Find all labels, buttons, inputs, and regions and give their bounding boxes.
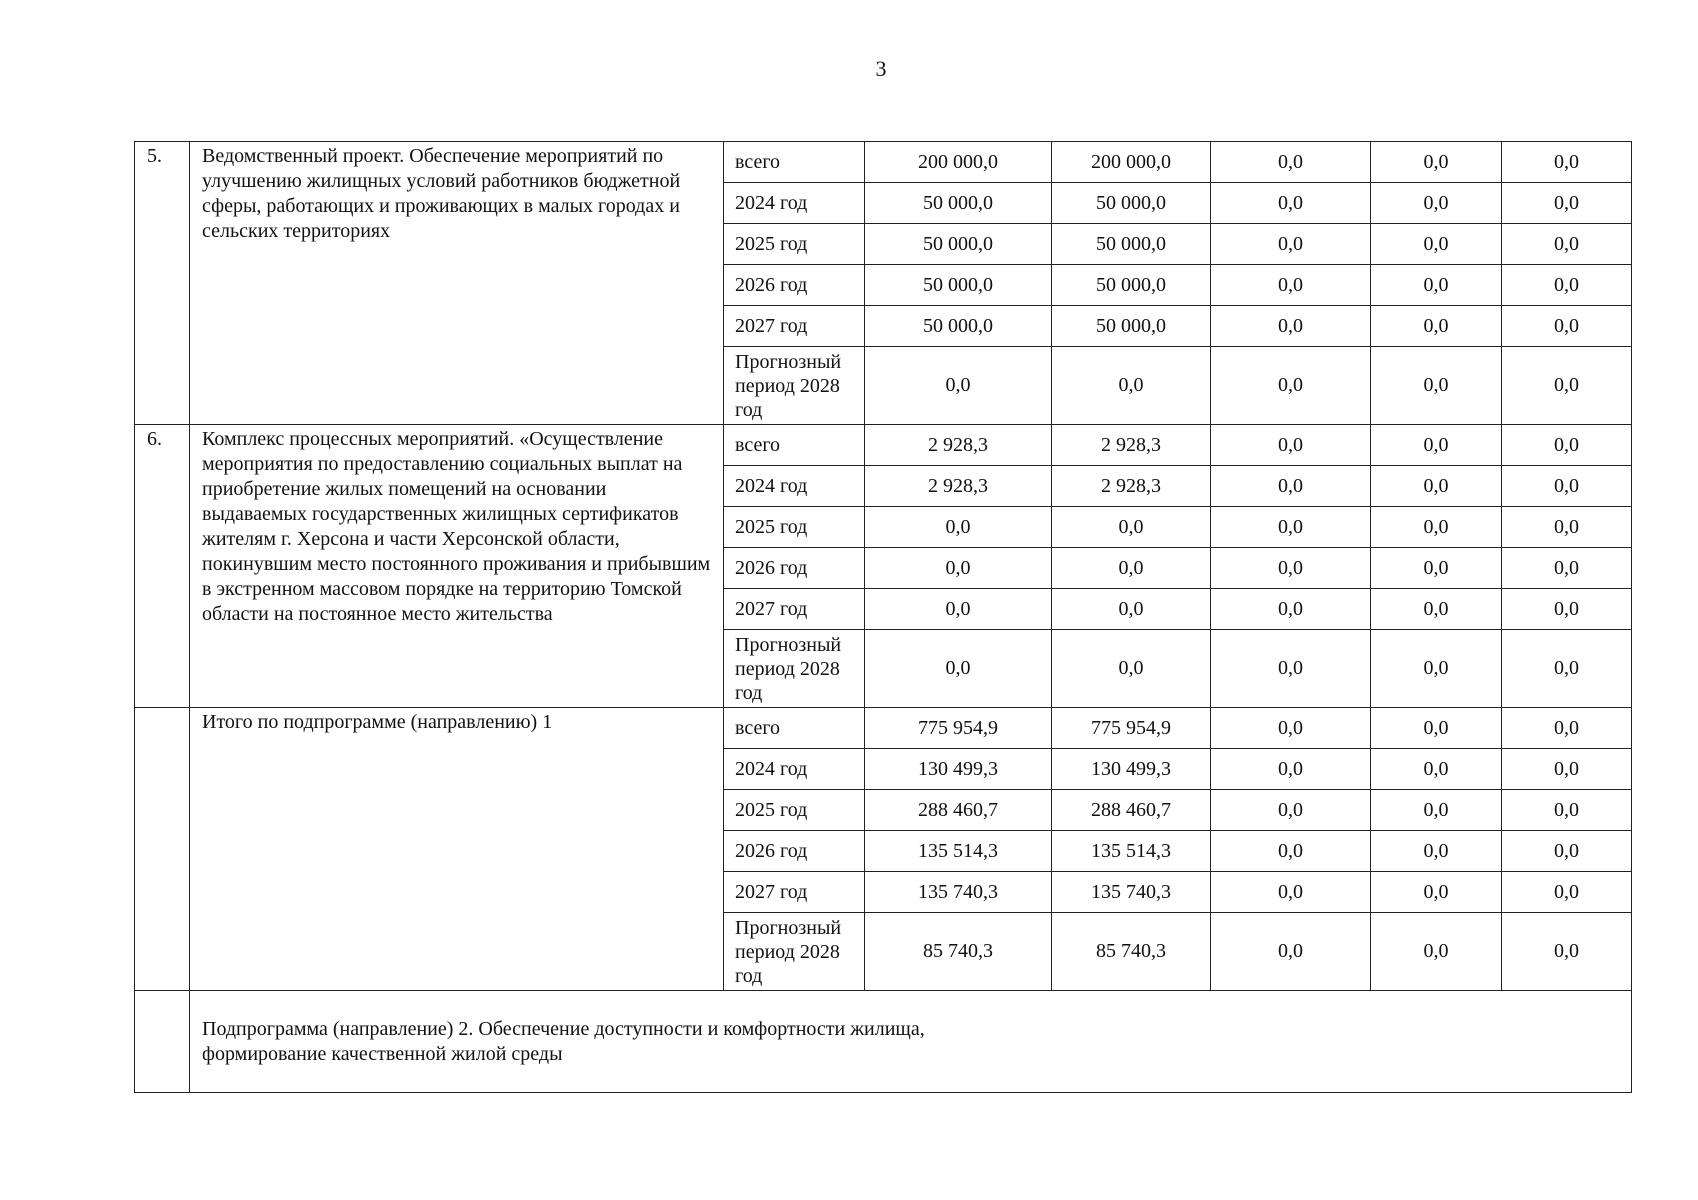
value-cell: 0,0 bbox=[1211, 183, 1371, 224]
table-row bbox=[135, 142, 1632, 183]
value-cell: 50 000,0 bbox=[865, 306, 1052, 347]
value-cell: 0,0 bbox=[1502, 183, 1632, 224]
value-cell: 50 000,0 bbox=[865, 183, 1052, 224]
value-cell: 288 460,7 bbox=[1052, 790, 1211, 831]
period-label: 2027 год bbox=[724, 306, 865, 347]
value-cell: 0,0 bbox=[1502, 630, 1632, 708]
page-number: 3 bbox=[875, 56, 887, 81]
value-cell: 0,0 bbox=[1502, 466, 1632, 507]
value-cell: 0,0 bbox=[1052, 630, 1211, 708]
period-label: всего bbox=[724, 425, 865, 466]
section-num-cell bbox=[135, 991, 190, 1093]
value-cell: 775 954,9 bbox=[865, 708, 1052, 749]
period-label: 2027 год bbox=[724, 589, 865, 630]
value-cell: 0,0 bbox=[1211, 425, 1371, 466]
period-label: 2025 год bbox=[724, 224, 865, 265]
value-cell: 0,0 bbox=[1371, 183, 1502, 224]
value-cell: 0,0 bbox=[1371, 507, 1502, 548]
value-cell: 135 740,3 bbox=[865, 872, 1052, 913]
value-cell: 0,0 bbox=[865, 630, 1052, 708]
value-cell: 0,0 bbox=[1052, 507, 1211, 548]
section-title-line-2: формирование качественной жилой среды bbox=[202, 1042, 563, 1065]
value-cell: 0,0 bbox=[1371, 306, 1502, 347]
value-cell: 130 499,3 bbox=[1052, 749, 1211, 790]
value-cell: 0,0 bbox=[1211, 142, 1371, 183]
value-cell: 0,0 bbox=[1052, 548, 1211, 589]
value-cell: 50 000,0 bbox=[865, 265, 1052, 306]
value-cell: 0,0 bbox=[1211, 913, 1371, 991]
table-body bbox=[135, 142, 1632, 991]
value-cell: 0,0 bbox=[865, 347, 1052, 425]
value-cell: 0,0 bbox=[1371, 589, 1502, 630]
period-label: 2025 год bbox=[724, 790, 865, 831]
value-cell: 0,0 bbox=[1502, 425, 1632, 466]
value-cell: 2 928,3 bbox=[865, 425, 1052, 466]
value-cell: 0,0 bbox=[1502, 749, 1632, 790]
value-cell: 0,0 bbox=[1502, 306, 1632, 347]
value-cell: 0,0 bbox=[1211, 831, 1371, 872]
value-cell: 0,0 bbox=[1371, 347, 1502, 425]
value-cell: 85 740,3 bbox=[1052, 913, 1211, 991]
value-cell: 0,0 bbox=[1371, 831, 1502, 872]
value-cell: 85 740,3 bbox=[865, 913, 1052, 991]
value-cell: 0,0 bbox=[1211, 749, 1371, 790]
budget-table bbox=[134, 141, 1632, 1093]
value-cell: 135 514,3 bbox=[1052, 831, 1211, 872]
period-label: всего bbox=[724, 708, 865, 749]
value-cell: 0,0 bbox=[1502, 790, 1632, 831]
value-cell: 135 514,3 bbox=[865, 831, 1052, 872]
row-number bbox=[135, 708, 190, 991]
value-cell: 200 000,0 bbox=[865, 142, 1052, 183]
value-cell: 0,0 bbox=[1371, 749, 1502, 790]
table-row bbox=[135, 425, 1632, 466]
value-cell: 0,0 bbox=[1502, 507, 1632, 548]
value-cell: 0,0 bbox=[1371, 708, 1502, 749]
value-cell: 0,0 bbox=[1502, 265, 1632, 306]
value-cell: 0,0 bbox=[1211, 507, 1371, 548]
value-cell: 135 740,3 bbox=[1052, 872, 1211, 913]
event-name: Ведомственный проект. Обеспечение мероприятий по улучшению жилищных условий работников бюджетной сферы, работающих и проживающих в малых городах и сельских территориях bbox=[190, 142, 724, 425]
value-cell: 0,0 bbox=[1371, 142, 1502, 183]
period-label: всего bbox=[724, 142, 865, 183]
period-label: Прогнозный период 2028 год bbox=[724, 630, 865, 708]
value-cell: 50 000,0 bbox=[1052, 306, 1211, 347]
period-label: 2025 год bbox=[724, 507, 865, 548]
value-cell: 0,0 bbox=[1371, 265, 1502, 306]
period-label: Прогнозный период 2028 год bbox=[724, 913, 865, 991]
value-cell: 0,0 bbox=[1502, 589, 1632, 630]
section-row bbox=[135, 991, 1632, 1093]
period-label: 2027 год bbox=[724, 872, 865, 913]
period-label: 2026 год bbox=[724, 265, 865, 306]
value-cell: 0,0 bbox=[1502, 913, 1632, 991]
value-cell: 0,0 bbox=[1211, 790, 1371, 831]
value-cell: 0,0 bbox=[1371, 425, 1502, 466]
value-cell: 0,0 bbox=[1502, 872, 1632, 913]
value-cell: 0,0 bbox=[865, 507, 1052, 548]
value-cell: 0,0 bbox=[1211, 708, 1371, 749]
table-row bbox=[135, 708, 1632, 749]
value-cell: 0,0 bbox=[1371, 548, 1502, 589]
value-cell: 288 460,7 bbox=[865, 790, 1052, 831]
value-cell: 0,0 bbox=[1502, 347, 1632, 425]
value-cell: 200 000,0 bbox=[1052, 142, 1211, 183]
value-cell: 0,0 bbox=[1211, 224, 1371, 265]
value-cell: 0,0 bbox=[865, 548, 1052, 589]
period-label: 2024 год bbox=[724, 466, 865, 507]
row-number: 6. bbox=[135, 425, 190, 708]
value-cell: 0,0 bbox=[1371, 872, 1502, 913]
event-name: Итого по подпрограмме (направлению) 1 bbox=[190, 708, 724, 991]
value-cell: 0,0 bbox=[1502, 708, 1632, 749]
value-cell: 2 928,3 bbox=[1052, 425, 1211, 466]
value-cell: 0,0 bbox=[1502, 831, 1632, 872]
value-cell: 0,0 bbox=[1052, 589, 1211, 630]
value-cell: 50 000,0 bbox=[1052, 265, 1211, 306]
value-cell: 2 928,3 bbox=[865, 466, 1052, 507]
section-title-line-1: Подпрограмма (направление) 2. Обеспечение доступности и комфортности жилища, bbox=[202, 1017, 925, 1040]
value-cell: 2 928,3 bbox=[1052, 466, 1211, 507]
section-title-cell bbox=[190, 991, 1632, 1093]
event-name: Комплекс процессных мероприятий. «Осуществление мероприятия по предоставлению социальных выплат на приобретение жилых помещений на основании выдаваемых государственных жилищных сертификатов жителям г. Херсона и части Херсонской области, покинувшим место постоянного проживания и прибывшим в экстренном массовом порядке на территорию Томской области на постоянное место жительства bbox=[190, 425, 724, 708]
period-label: 2026 год bbox=[724, 831, 865, 872]
value-cell: 0,0 bbox=[865, 589, 1052, 630]
value-cell: 0,0 bbox=[1052, 347, 1211, 425]
value-cell: 0,0 bbox=[1502, 224, 1632, 265]
value-cell: 0,0 bbox=[1211, 548, 1371, 589]
value-cell: 0,0 bbox=[1211, 872, 1371, 913]
value-cell: 0,0 bbox=[1371, 913, 1502, 991]
value-cell: 0,0 bbox=[1211, 589, 1371, 630]
value-cell: 50 000,0 bbox=[1052, 183, 1211, 224]
value-cell: 0,0 bbox=[1371, 790, 1502, 831]
value-cell: 0,0 bbox=[1211, 466, 1371, 507]
period-label: 2024 год bbox=[724, 749, 865, 790]
period-label: Прогнозный период 2028 год bbox=[724, 347, 865, 425]
value-cell: 0,0 bbox=[1502, 142, 1632, 183]
value-cell: 0,0 bbox=[1371, 224, 1502, 265]
value-cell: 0,0 bbox=[1371, 630, 1502, 708]
value-cell: 775 954,9 bbox=[1052, 708, 1211, 749]
value-cell: 50 000,0 bbox=[865, 224, 1052, 265]
value-cell: 0,0 bbox=[1211, 265, 1371, 306]
value-cell: 0,0 bbox=[1211, 630, 1371, 708]
value-cell: 0,0 bbox=[1211, 306, 1371, 347]
value-cell: 50 000,0 bbox=[1052, 224, 1211, 265]
value-cell: 0,0 bbox=[1371, 466, 1502, 507]
value-cell: 0,0 bbox=[1211, 347, 1371, 425]
period-label: 2026 год bbox=[724, 548, 865, 589]
row-number: 5. bbox=[135, 142, 190, 425]
value-cell: 130 499,3 bbox=[865, 749, 1052, 790]
section-body bbox=[135, 991, 1632, 1093]
period-label: 2024 год bbox=[724, 183, 865, 224]
value-cell: 0,0 bbox=[1502, 548, 1632, 589]
